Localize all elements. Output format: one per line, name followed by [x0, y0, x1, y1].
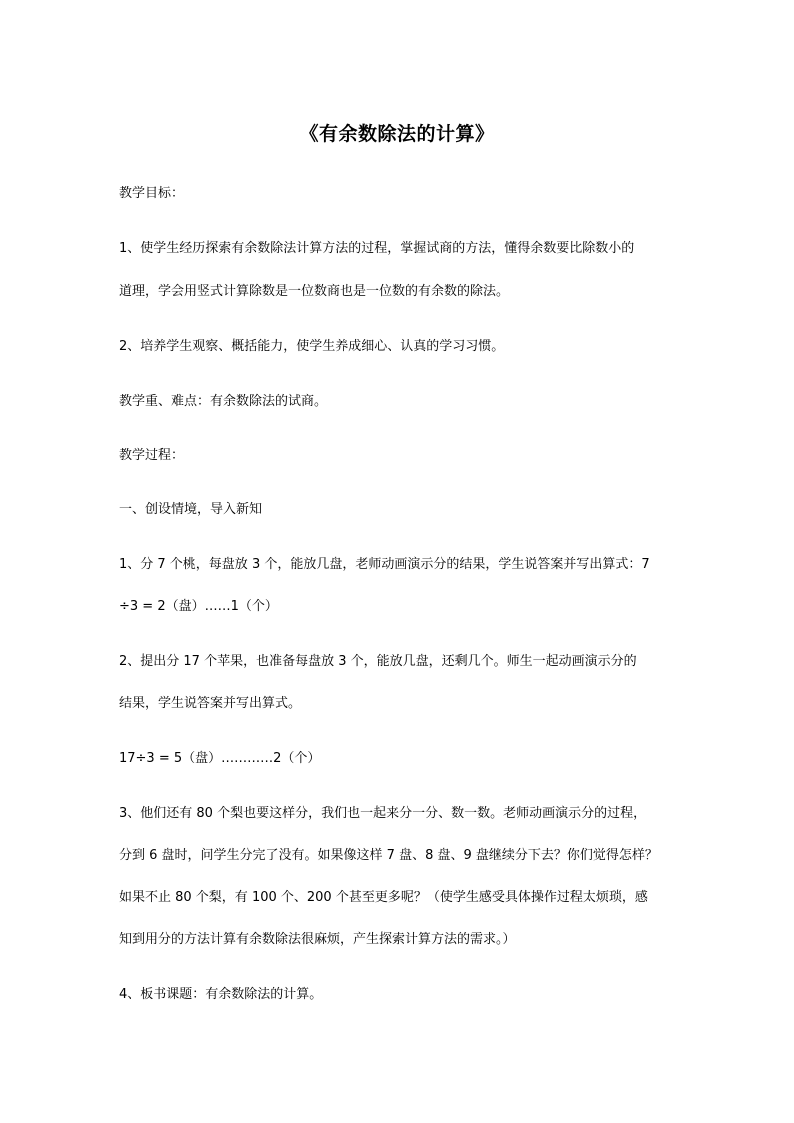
document-title: 《有余数除法的计算》	[299, 123, 495, 145]
formula-line: 17÷3 = 5（盘）…………2（个）	[119, 751, 321, 766]
paragraph-line: 知到用分的方法计算有余数除法很麻烦，产生探索计算方法的需求。）	[119, 932, 516, 947]
paragraph-line: 3、他们还有 80 个梨也要这样分，我们也一起来分一分、数一数。老师动画演示分的过程，	[119, 806, 647, 821]
formula-line: ÷3 = 2（盘）……1（个）	[119, 599, 278, 614]
paragraph-line: 道理，学会用竖式计算除数是一位数商也是一位数的有余数的除法。	[119, 284, 510, 299]
paragraph-line: 1、分 7 个桃，每盘放 3 个，能放几盘，老师动画演示分的结果，学生说答案并写出算式：7	[119, 557, 650, 572]
paragraph-line: 结果，学生说答案并写出算式。	[119, 696, 302, 711]
paragraph-line: 1、使学生经历探索有余数除法计算方法的过程，掌握试商的方法，懂得余数要比除数小的	[119, 241, 635, 256]
paragraph-line: 2、培养学生观察、概括能力，使学生养成细心、认真的学习习惯。	[119, 339, 505, 354]
section-heading-process: 教学过程：	[119, 448, 185, 463]
paragraph-line: 分到 6 盘时，问学生分完了没有。如果像这样 7 盘、8 盘、9 盘继续分下去？你们觉得怎样？	[119, 848, 658, 863]
key-points-line: 教学重、难点：有余数除法的试商。	[119, 394, 328, 409]
paragraph-line: 如果不止 80 个梨，有 100 个、200 个甚至更多呢？（使学生感受具体操作过程太烦琐，感	[119, 890, 648, 905]
section-subheading: 一、创设情境，导入新知	[119, 502, 263, 517]
paragraph-line: 4、板书课题：有余数除法的计算。	[119, 987, 323, 1002]
section-heading-objectives: 教学目标：	[119, 186, 185, 201]
paragraph-line: 2、提出分 17 个苹果，也准备每盘放 3 个，能放几盘，还剩几个。师生一起动画演示分的	[119, 654, 637, 669]
